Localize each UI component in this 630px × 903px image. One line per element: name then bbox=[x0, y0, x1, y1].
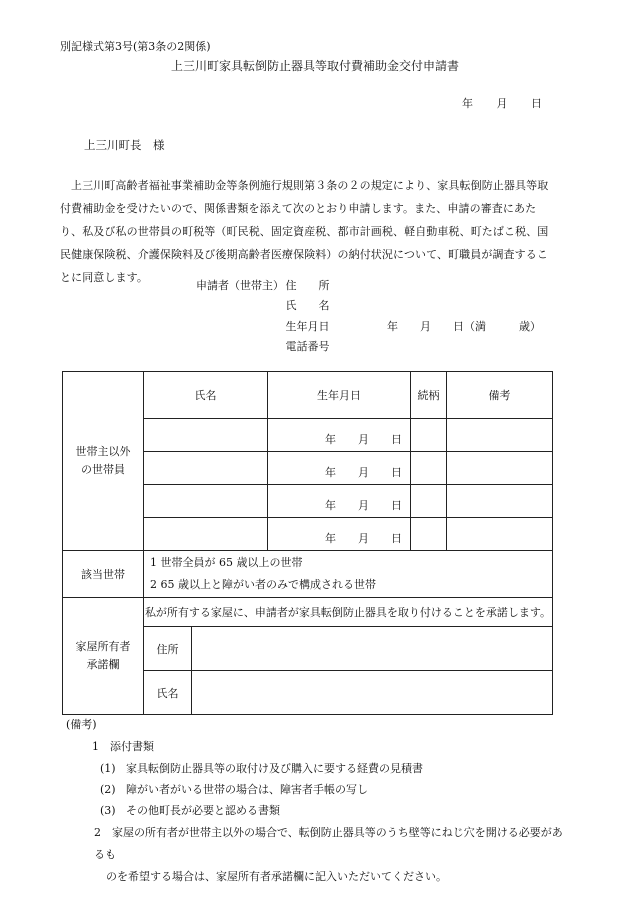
member-birth-cell[interactable]: 年 月 日 bbox=[268, 518, 411, 551]
owner-address-field[interactable] bbox=[192, 627, 553, 671]
applicant-name-label: 氏 名 bbox=[285, 299, 330, 312]
consent-row bbox=[63, 598, 553, 627]
member-remarks-cell[interactable] bbox=[447, 518, 553, 551]
member-remarks-cell[interactable] bbox=[447, 419, 553, 452]
member-relation-cell[interactable] bbox=[411, 419, 447, 452]
applicant-label: 申請者（世帯主） bbox=[196, 279, 284, 292]
applicant-phone-label: 電話番号 bbox=[285, 340, 330, 353]
applicant-birth-fill: 年 月 日（満 歳） bbox=[387, 320, 541, 333]
member-relation-cell[interactable] bbox=[411, 518, 447, 551]
member-name-cell[interactable] bbox=[144, 419, 268, 452]
household-options bbox=[144, 551, 553, 598]
col-relation-header: 続柄 bbox=[411, 372, 447, 419]
applicant-address-label: 住 所 bbox=[285, 279, 330, 292]
form-label: 別記様式第3号(第3条の2関係) bbox=[60, 40, 211, 53]
applicant-birth-label: 生年月日 bbox=[285, 320, 330, 333]
member-birth-cell[interactable]: 年 月 日 bbox=[268, 452, 411, 485]
applicant-birth-row bbox=[196, 318, 330, 334]
owner-section-label: 家屋所有者承諾欄 bbox=[63, 598, 144, 715]
household-option-1[interactable]: 1 世帯全員が 65 歳以上の世帯 bbox=[150, 556, 303, 569]
member-remarks-cell[interactable] bbox=[447, 452, 553, 485]
applicant-address-row bbox=[196, 277, 330, 293]
note-1-3: (3) その他町長が必要と認める書類 bbox=[100, 804, 280, 817]
member-name-cell[interactable] bbox=[144, 452, 268, 485]
col-birth-header: 生年月日 bbox=[268, 372, 411, 419]
household-type-row bbox=[63, 551, 553, 598]
members-section-label: 世帯主以外の世帯員 bbox=[63, 372, 144, 551]
application-statement: 上三川町高齢者福祉事業補助金等条例施行規則第３条の２の規定により、家具転倒防止器具等取付費補助金を受けたいので、関係書類を添えて次のとおり申請します。また、申請の審査にあたり、私及び私の世帯員の町税等（町民税、固定資産税、都市計画税、軽自動車税、町たばこ税、国民健康保険税、介護保険料及び後期高齢者医療保険料）の納付状況について、町職員が調査することに同意します。 bbox=[60, 179, 549, 284]
applicant-name-row bbox=[196, 297, 330, 313]
addressee: 上三川町長 様 bbox=[84, 138, 165, 152]
owner-consent-text: 私が所有する家屋に、申請者が家具転倒防止器具を取り付けることを承諾します。 bbox=[144, 598, 553, 627]
owner-address-label: 住所 bbox=[144, 627, 192, 671]
applicant-phone-row bbox=[196, 338, 330, 354]
household-section-label: 該当世帯 bbox=[63, 551, 144, 598]
application-date bbox=[462, 95, 542, 111]
member-birth-cell[interactable]: 年 月 日 bbox=[268, 485, 411, 518]
document-title: 上三川町家具転倒防止器具等取付費補助金交付申請書 bbox=[170, 59, 459, 73]
members-header-row bbox=[63, 372, 553, 419]
owner-name-field[interactable] bbox=[192, 671, 553, 715]
owner-name-label: 氏名 bbox=[144, 671, 192, 715]
note-2: 2 家屋の所有者が世帯主以外の場合で、転倒防止器具等のうち壁等にねじ穴を開ける必要があるも のを希望する場合は、家屋所有者承諾欄に記入いただいてください。 bbox=[94, 826, 563, 883]
member-relation-cell[interactable] bbox=[411, 485, 447, 518]
member-relation-cell[interactable] bbox=[411, 452, 447, 485]
member-name-cell[interactable] bbox=[144, 518, 268, 551]
note-1-1: (1) 家具転倒防止器具等の取付け及び購入に要する経費の見積書 bbox=[100, 762, 423, 775]
notes-heading: (備考) bbox=[66, 718, 97, 731]
date-day: 日 bbox=[531, 97, 542, 110]
date-year: 年 bbox=[462, 97, 473, 110]
note-1: 1 添付書類 bbox=[92, 740, 154, 753]
col-name-header: 氏名 bbox=[144, 372, 268, 419]
household-option-2[interactable]: 2 65 歳以上と障がい者のみで構成される世帯 bbox=[150, 578, 376, 591]
date-month: 月 bbox=[496, 97, 508, 110]
household-table bbox=[62, 371, 553, 715]
member-remarks-cell[interactable] bbox=[447, 485, 553, 518]
col-remarks-header: 備考 bbox=[447, 372, 553, 419]
member-name-cell[interactable] bbox=[144, 485, 268, 518]
note-1-2: (2) 障がい者がいる世帯の場合は、障害者手帳の写し bbox=[100, 783, 368, 796]
member-birth-cell[interactable]: 年 月 日 bbox=[268, 419, 411, 452]
